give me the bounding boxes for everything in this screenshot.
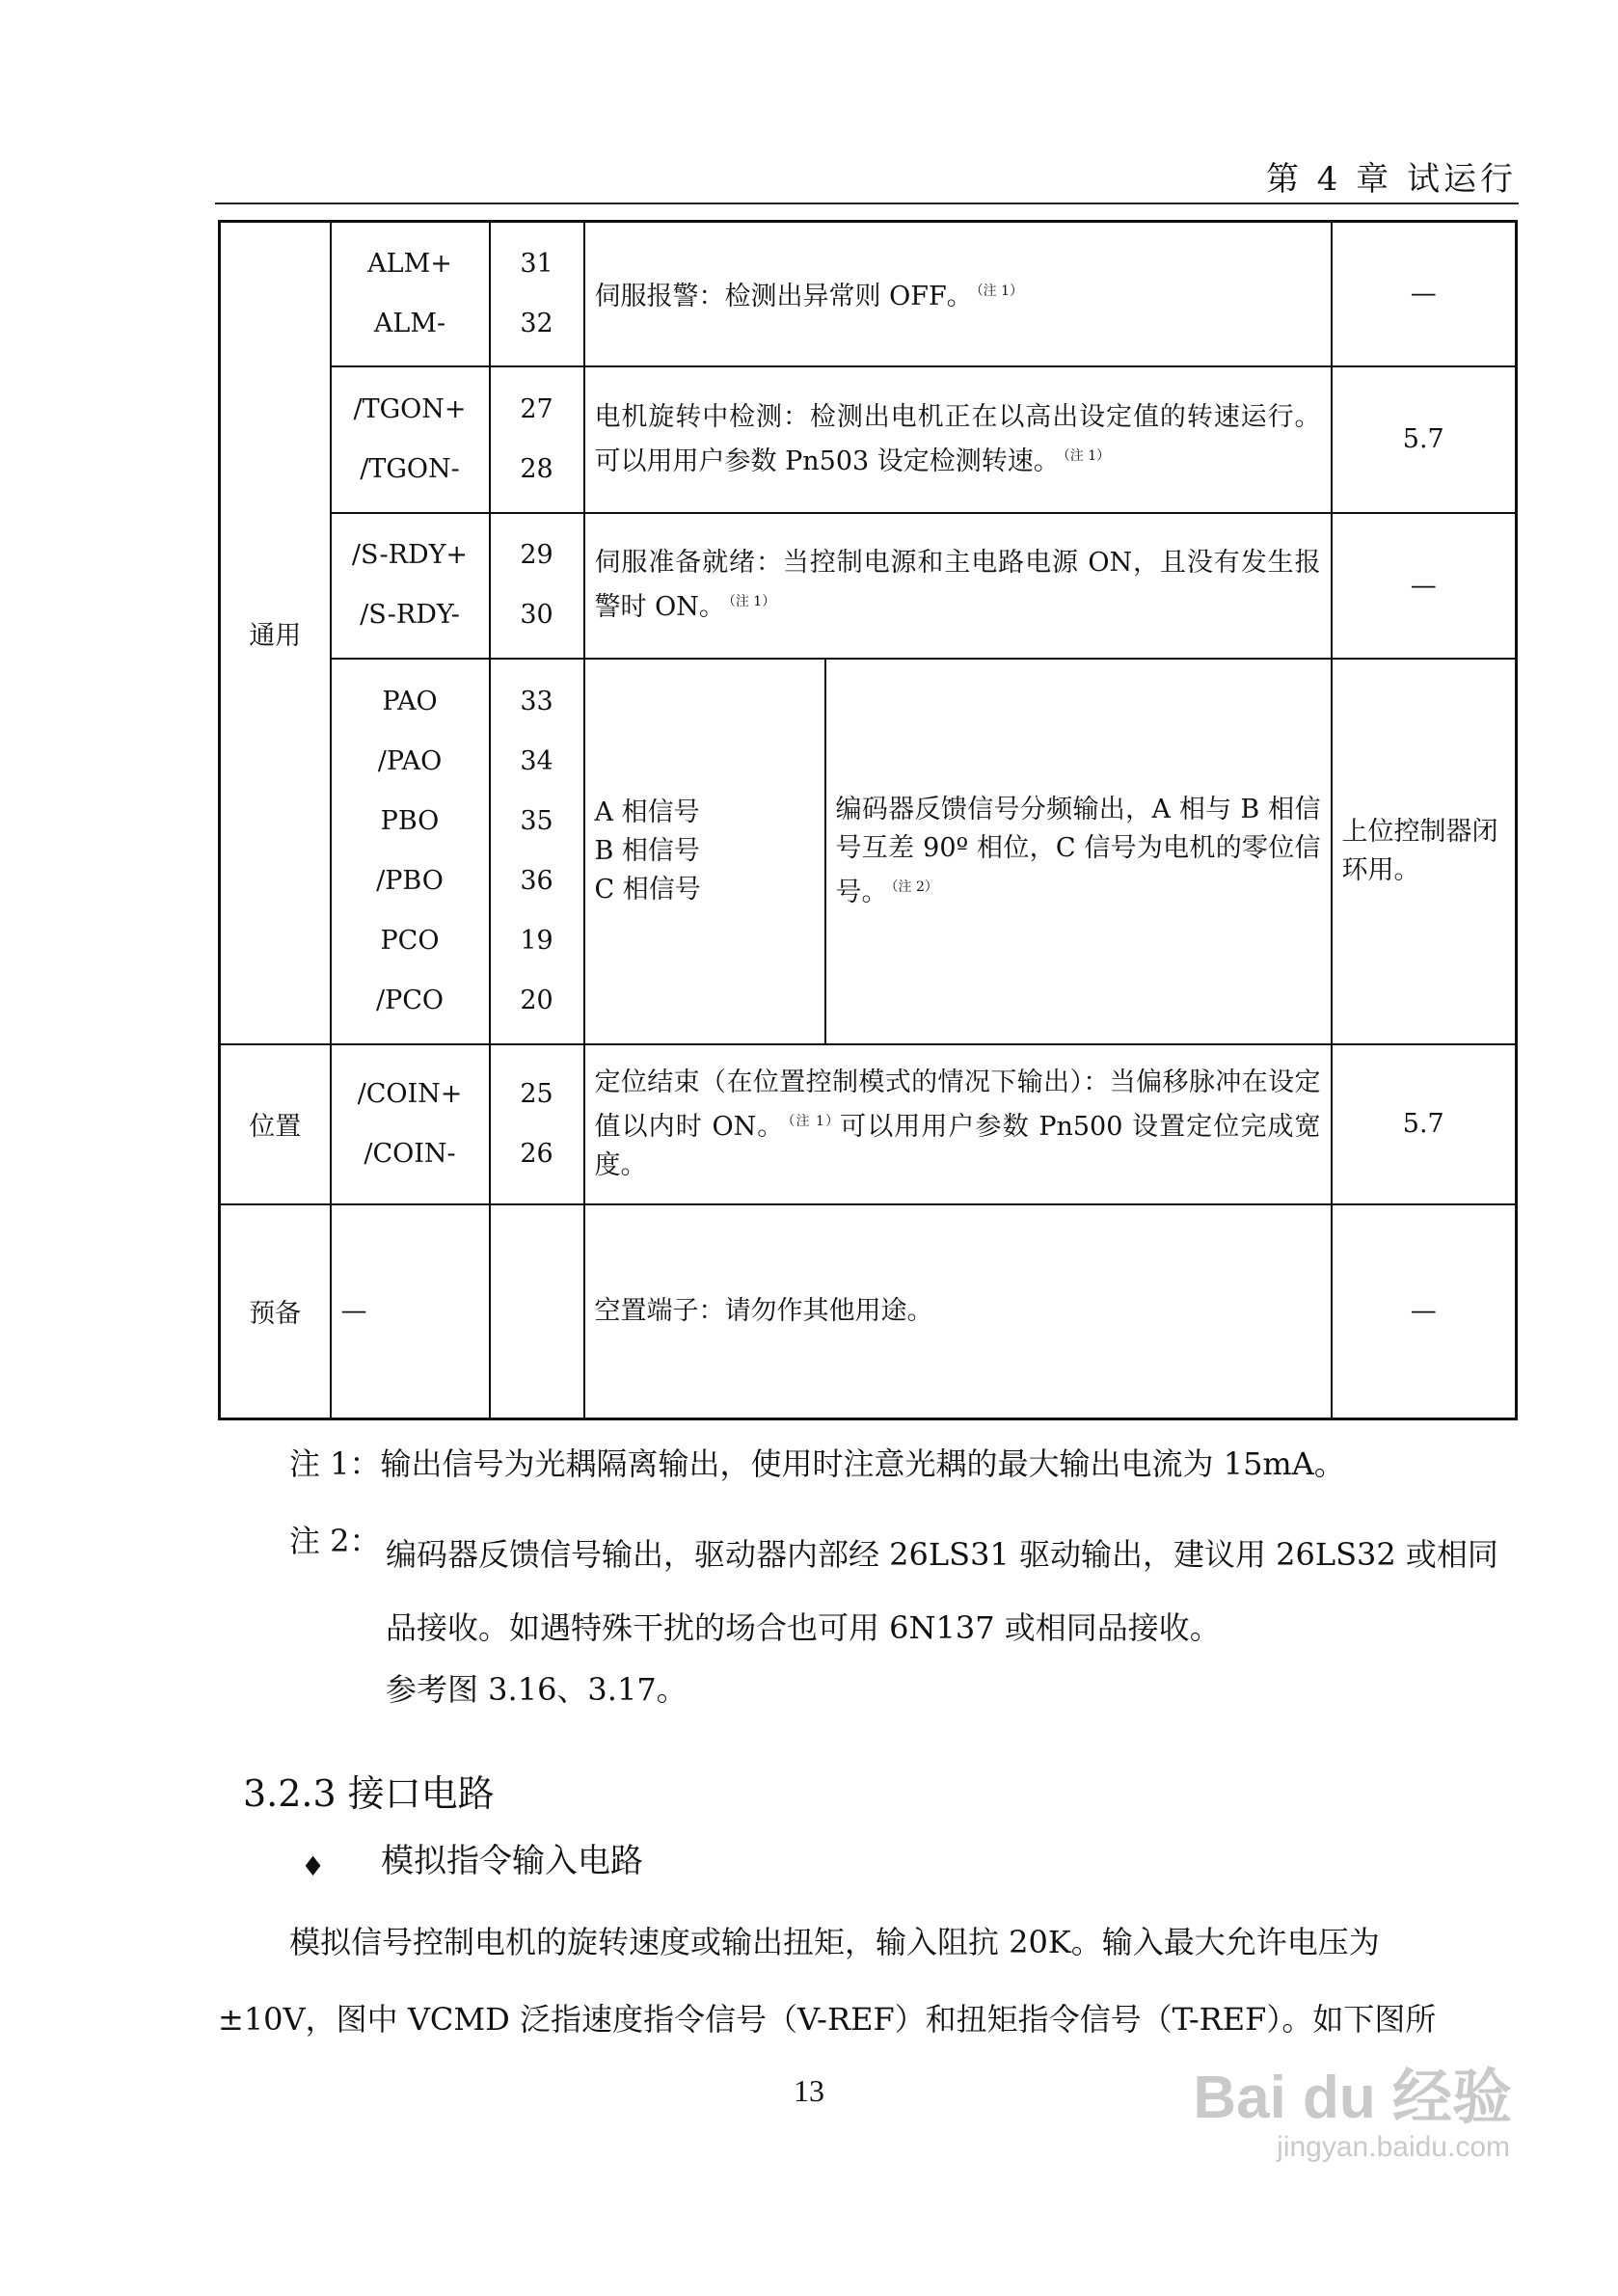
signal-name: /PCO	[375, 985, 445, 1015]
group-cell-general	[220, 222, 331, 1044]
ref-text: 5.7	[1402, 424, 1444, 454]
desc-cell	[825, 659, 1332, 1044]
group-label: 通用	[249, 620, 302, 651]
pin-number: 31	[520, 248, 553, 279]
pin-number: 28	[520, 453, 553, 484]
watermark-logo: Bai du 经验	[1193, 2065, 1512, 2131]
footnote-mark: （注 1）	[728, 594, 776, 609]
desc-text: 定位结束（在位置控制模式的情况下输出）：当偏移脉冲在设定值以内时 ON。	[594, 1067, 1321, 1142]
ref-cell	[1332, 513, 1517, 659]
ref-text: —	[1410, 1296, 1437, 1327]
pin-cell	[490, 659, 584, 1044]
signal-cell	[331, 222, 490, 366]
header-rule	[215, 203, 1519, 204]
desc-text: 伺服准备就绪：当控制电源和主电路电源 ON，且没有发生报警时 ON。	[594, 548, 1321, 622]
group-cell-position	[220, 1044, 331, 1204]
pin-number: 34	[520, 745, 553, 776]
desc-cell	[584, 1204, 1332, 1419]
desc-text: 电机旋转中检测：检测出电机正在以高出设定值的转速运行。可以用用户参数 Pn503 设定检测转速。	[594, 401, 1321, 476]
ref-text: 5.7	[1402, 1109, 1444, 1139]
footnote-mark: （注 1）	[788, 1113, 841, 1129]
signal-cell	[331, 1204, 490, 1419]
signal-name: /S-RDY+	[351, 540, 469, 570]
group-label: 位置	[249, 1112, 302, 1142]
ref-cell	[1332, 366, 1517, 513]
desc-text: 空置端子：请勿作其他用途。	[594, 1295, 933, 1326]
desc-text: 伺服报警：检测出异常则 OFF。	[594, 281, 973, 311]
signal-name: /TGON+	[353, 393, 467, 424]
subsection-heading: 模拟指令输入电路	[381, 1842, 643, 1880]
group-label: 预备	[249, 1299, 302, 1330]
pin-number: 35	[520, 805, 553, 836]
footnote-mark: （注 1）	[1063, 447, 1111, 464]
table-row	[220, 659, 1517, 1044]
phase-label: A 相信号	[594, 797, 700, 827]
footnote-mark: （注 1）	[976, 283, 1024, 299]
pin-number: 30	[520, 600, 553, 630]
signal-name: PBO	[380, 805, 440, 836]
signal-name: PCO	[380, 925, 440, 956]
signal-name: /PBO	[376, 865, 444, 896]
footnote-mark: （注 2）	[891, 878, 938, 895]
ref-cell	[1332, 1044, 1517, 1204]
signal-table	[218, 220, 1518, 1420]
signal-name: ALM-	[373, 308, 446, 338]
ref-cell	[1332, 1204, 1517, 1419]
pin-cell	[490, 513, 584, 659]
pin-number: 29	[520, 540, 553, 570]
pin-cell	[490, 366, 584, 513]
pin-number: 19	[520, 925, 553, 956]
ref-cell	[1332, 222, 1517, 366]
phase-label: B 相信号	[594, 835, 700, 866]
pin-number: 27	[520, 393, 553, 424]
signal-name: —	[340, 1296, 367, 1327]
page-number: 13	[794, 2073, 824, 2108]
signal-cell	[331, 513, 490, 659]
desc-cell	[584, 222, 1332, 366]
pin-cell	[490, 1204, 584, 1419]
ref-text: —	[1410, 570, 1437, 601]
section-heading: 3.2.3 接口电路	[243, 1772, 495, 1815]
group-cell-reserve	[220, 1204, 331, 1419]
pin-number: 26	[520, 1138, 553, 1169]
phase-cell	[584, 659, 825, 1044]
signal-cell	[331, 1044, 490, 1204]
signal-name: /S-RDY-	[360, 600, 460, 630]
body-paragraph-line-1: 模拟信号控制电机的旋转速度或输出扭矩，输入阻抗 20K。输入最大允许电压为	[289, 1924, 1380, 1960]
desc-text: 编码器反馈信号分频输出，A 相与 B 相信号互差 90º 相位，C 信号为电机的零位信号。	[835, 794, 1321, 907]
ref-text: —	[1410, 279, 1437, 310]
chapter-header: 第 4 章 试运行	[1265, 160, 1517, 199]
footnote-2-label: 注 2：	[289, 1523, 381, 1559]
phase-label: C 相信号	[594, 874, 701, 905]
footnote-1: 注 1：输出信号为光耦隔离输出，使用时注意光耦的最大输出电流为 15mA。	[289, 1445, 1345, 1482]
pin-number: 33	[520, 686, 553, 716]
desc-cell	[584, 1044, 1332, 1204]
table-row	[220, 222, 1517, 366]
diamond-bullet-icon: ♦	[301, 1850, 326, 1882]
signal-name: /PAO	[377, 745, 443, 776]
signal-name: ALM+	[367, 248, 452, 279]
table-row	[220, 513, 1517, 659]
pin-number: 25	[520, 1078, 553, 1109]
pin-number: 32	[520, 308, 553, 338]
signal-name: PAO	[382, 686, 438, 716]
signal-name: /TGON-	[360, 453, 460, 484]
signal-cell	[331, 366, 490, 513]
ref-text: 上位控制器闭环用。	[1341, 816, 1498, 885]
pin-number: 36	[520, 865, 553, 896]
table-row	[220, 1204, 1517, 1419]
signal-name: /COIN+	[357, 1078, 463, 1109]
pin-number: 20	[520, 985, 553, 1015]
signal-cell	[331, 659, 490, 1044]
body-paragraph-line-2: ±10V，图中 VCMD 泛指速度指令信号（V-REF）和扭矩指令信号（T-REF）。如下图所	[218, 2001, 1437, 2038]
pin-cell	[490, 1044, 584, 1204]
ref-cell	[1332, 659, 1517, 1044]
pin-cell	[490, 222, 584, 366]
figure-reference: 参考图 3.16、3.17。	[386, 1671, 688, 1708]
table-row	[220, 1044, 1517, 1204]
table-row	[220, 366, 1517, 513]
desc-text: 可以用用户参数 Pn500 设置定位完成宽度。	[594, 1111, 1321, 1180]
footnote-2-body: 编码器反馈信号输出，驱动器内部经 26LS31 驱动输出，建议用 26LS32 或相同品接收。如遇特殊干扰的场合也可用 6N137 或相同品接收。	[386, 1536, 1498, 1646]
signal-name: /COIN-	[364, 1138, 456, 1169]
desc-cell	[584, 513, 1332, 659]
watermark-url: jingyan.baidu.com	[1277, 2131, 1510, 2163]
desc-cell	[584, 366, 1332, 513]
